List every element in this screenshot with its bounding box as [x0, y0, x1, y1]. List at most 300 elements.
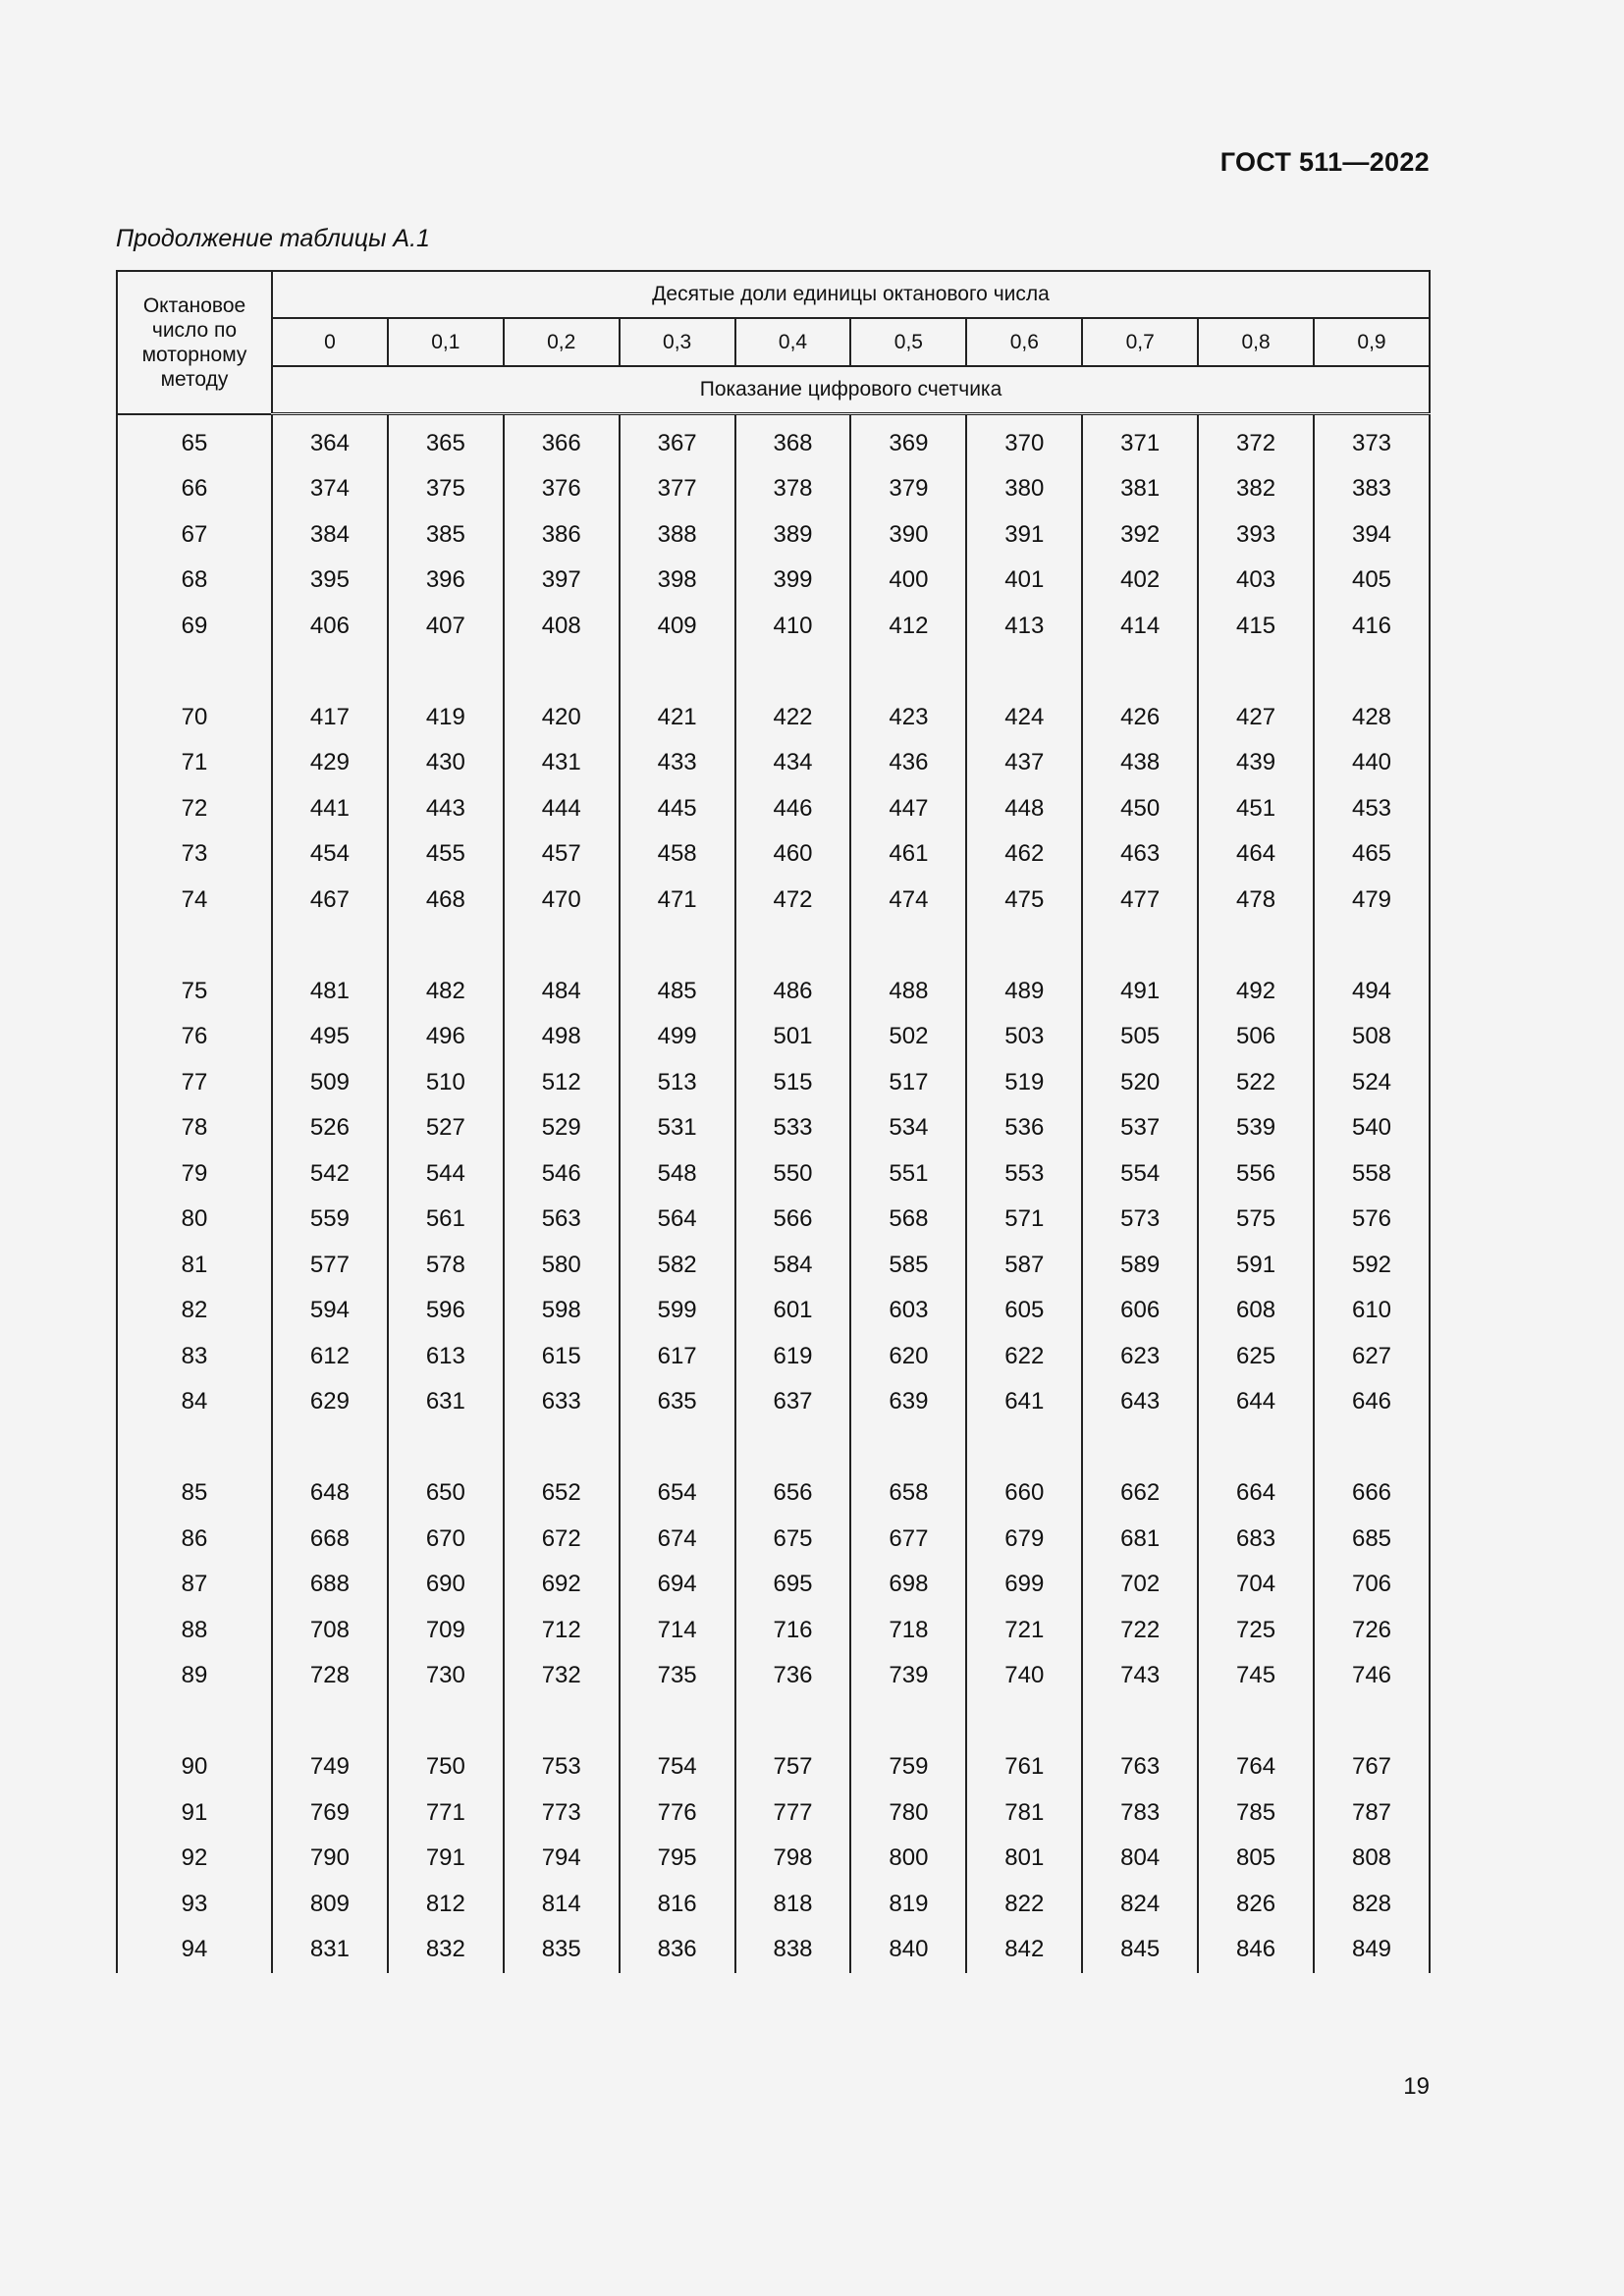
counter-reading-cell: 561: [388, 1197, 504, 1243]
counter-reading-cell: 402: [1082, 558, 1198, 604]
table-row: [117, 1608, 1430, 1654]
counter-reading-cell: 447: [850, 786, 966, 832]
counter-reading-cell: 650: [388, 1470, 504, 1517]
counter-reading-cell: 563: [504, 1197, 620, 1243]
spacer-cell: [966, 923, 1082, 969]
counter-reading-cell: 771: [388, 1790, 504, 1837]
counter-reading-cell: 462: [966, 831, 1082, 878]
counter-reading-cell: 499: [620, 1014, 735, 1060]
counter-reading-cell: 539: [1198, 1105, 1314, 1151]
counter-reading-cell: 370: [966, 414, 1082, 467]
counter-reading-cell: 845: [1082, 1927, 1198, 1973]
octane-number-cell: 94: [117, 1927, 272, 1973]
counter-reading-cell: 610: [1314, 1288, 1430, 1334]
counter-reading-cell: 730: [388, 1653, 504, 1699]
counter-reading-cell: 589: [1082, 1243, 1198, 1289]
counter-reading-cell: 405: [1314, 558, 1430, 604]
counter-reading-cell: 422: [735, 695, 851, 741]
counter-reading-cell: 437: [966, 740, 1082, 786]
counter-reading-cell: 464: [1198, 831, 1314, 878]
table-row: [117, 1744, 1430, 1790]
counter-reading-cell: 578: [388, 1243, 504, 1289]
counter-reading-cell: 674: [620, 1517, 735, 1563]
counter-reading-cell: 826: [1198, 1882, 1314, 1928]
spacer-cell: [735, 1425, 851, 1471]
octane-number-cell: 88: [117, 1608, 272, 1654]
counter-reading-cell: 749: [272, 1744, 388, 1790]
counter-reading-cell: 550: [735, 1151, 851, 1198]
counter-reading-cell: 385: [388, 512, 504, 559]
counter-reading-cell: 491: [1082, 969, 1198, 1015]
group-spacer-row: [117, 923, 1430, 969]
counter-reading-cell: 482: [388, 969, 504, 1015]
counter-reading-cell: 403: [1198, 558, 1314, 604]
counter-reading-cell: 378: [735, 466, 851, 512]
counter-reading-cell: 377: [620, 466, 735, 512]
counter-reading-cell: 728: [272, 1653, 388, 1699]
counter-reading-cell: 835: [504, 1927, 620, 1973]
counter-reading-cell: 740: [966, 1653, 1082, 1699]
counter-reading-cell: 455: [388, 831, 504, 878]
counter-reading-cell: 746: [1314, 1653, 1430, 1699]
counter-reading-cell: 585: [850, 1243, 966, 1289]
counter-reading-cell: 677: [850, 1517, 966, 1563]
counter-reading-cell: 512: [504, 1060, 620, 1106]
counter-reading-cell: 506: [1198, 1014, 1314, 1060]
counter-reading-cell: 767: [1314, 1744, 1430, 1790]
counter-reading-cell: 445: [620, 786, 735, 832]
spacer-cell: [850, 1425, 966, 1471]
counter-reading-cell: 453: [1314, 786, 1430, 832]
table-row: [117, 1014, 1430, 1060]
counter-reading-cell: 509: [272, 1060, 388, 1106]
octane-number-cell: 67: [117, 512, 272, 559]
counter-reading-cell: 654: [620, 1470, 735, 1517]
table-row: [117, 831, 1430, 878]
spacer-cell: [117, 1699, 272, 1745]
counter-reading-cell: 819: [850, 1882, 966, 1928]
spacer-cell: [1082, 649, 1198, 695]
counter-reading-cell: 554: [1082, 1151, 1198, 1198]
counter-reading-cell: 529: [504, 1105, 620, 1151]
tenths-header-cell: 0,2: [504, 318, 620, 366]
counter-reading-cell: 510: [388, 1060, 504, 1106]
octane-number-cell: 75: [117, 969, 272, 1015]
tenths-header-row: [117, 318, 1430, 366]
counter-reading-cell: 503: [966, 1014, 1082, 1060]
counter-reading-cell: 393: [1198, 512, 1314, 559]
octane-number-cell: 90: [117, 1744, 272, 1790]
counter-reading-cell: 488: [850, 969, 966, 1015]
counter-reading-cell: 769: [272, 1790, 388, 1837]
counter-reading-cell: 400: [850, 558, 966, 604]
counter-reading-cell: 575: [1198, 1197, 1314, 1243]
counter-reading-cell: 639: [850, 1379, 966, 1425]
octane-number-cell: 73: [117, 831, 272, 878]
octane-number-cell: 93: [117, 1882, 272, 1928]
spacer-cell: [272, 1425, 388, 1471]
counter-reading-cell: 757: [735, 1744, 851, 1790]
counter-reading-cell: 568: [850, 1197, 966, 1243]
counter-reading-cell: 448: [966, 786, 1082, 832]
counter-reading-cell: 571: [966, 1197, 1082, 1243]
counter-reading-cell: 546: [504, 1151, 620, 1198]
counter-reading-cell: 382: [1198, 466, 1314, 512]
counter-reading-cell: 805: [1198, 1836, 1314, 1882]
spacer-cell: [735, 649, 851, 695]
counter-reading-cell: 787: [1314, 1790, 1430, 1837]
counter-reading-cell: 582: [620, 1243, 735, 1289]
counter-reading-cell: 489: [966, 969, 1082, 1015]
octane-number-cell: 72: [117, 786, 272, 832]
counter-reading-cell: 496: [388, 1014, 504, 1060]
counter-reading-cell: 660: [966, 1470, 1082, 1517]
counter-reading-cell: 601: [735, 1288, 851, 1334]
counter-reading-cell: 457: [504, 831, 620, 878]
counter-reading-cell: 612: [272, 1334, 388, 1380]
counter-reading-cell: 685: [1314, 1517, 1430, 1563]
counter-reading-cell: 502: [850, 1014, 966, 1060]
spacer-cell: [620, 1425, 735, 1471]
counter-reading-cell: 790: [272, 1836, 388, 1882]
counter-reading-cell: 444: [504, 786, 620, 832]
counter-reading-cell: 441: [272, 786, 388, 832]
counter-reading-cell: 596: [388, 1288, 504, 1334]
tenths-header-cell: 0,9: [1314, 318, 1430, 366]
counter-reading-cell: 681: [1082, 1517, 1198, 1563]
spacer-cell: [504, 1425, 620, 1471]
counter-reading-cell: 564: [620, 1197, 735, 1243]
octane-number-cell: 91: [117, 1790, 272, 1837]
group-spacer-row: [117, 1425, 1430, 1471]
counter-reading-cell: 587: [966, 1243, 1082, 1289]
counter-reading-cell: 470: [504, 878, 620, 924]
counter-reading-cell: 522: [1198, 1060, 1314, 1106]
counter-reading-cell: 388: [620, 512, 735, 559]
counter-reading-cell: 592: [1314, 1243, 1430, 1289]
counter-reading-cell: 495: [272, 1014, 388, 1060]
table-row: [117, 1882, 1430, 1928]
counter-reading-cell: 695: [735, 1562, 851, 1608]
counter-reading-cell: 526: [272, 1105, 388, 1151]
counter-reading-cell: 795: [620, 1836, 735, 1882]
spacer-cell: [1314, 649, 1430, 695]
counter-reading-cell: 828: [1314, 1882, 1430, 1928]
spacer-cell: [272, 649, 388, 695]
counter-reading-cell: 389: [735, 512, 851, 559]
counter-reading-cell: 420: [504, 695, 620, 741]
table-row: [117, 466, 1430, 512]
counter-reading-cell: 391: [966, 512, 1082, 559]
counter-reading-cell: 716: [735, 1608, 851, 1654]
counter-reading-cell: 629: [272, 1379, 388, 1425]
counter-reading-cell: 824: [1082, 1882, 1198, 1928]
counter-reading-cell: 375: [388, 466, 504, 512]
counter-reading-cell: 608: [1198, 1288, 1314, 1334]
counter-reading-cell: 467: [272, 878, 388, 924]
counter-reading-cell: 781: [966, 1790, 1082, 1837]
counter-reading-cell: 515: [735, 1060, 851, 1106]
spacer-cell: [272, 1699, 388, 1745]
spacer-cell: [735, 923, 851, 969]
counter-reading-cell: 373: [1314, 414, 1430, 467]
counter-reading-cell: 739: [850, 1653, 966, 1699]
counter-reading-cell: 413: [966, 604, 1082, 650]
spacer-cell: [388, 923, 504, 969]
counter-reading-cell: 430: [388, 740, 504, 786]
counter-reading-cell: 381: [1082, 466, 1198, 512]
octane-number-cell: 80: [117, 1197, 272, 1243]
counter-reading-cell: 688: [272, 1562, 388, 1608]
table-row: [117, 414, 1430, 467]
octane-table: [116, 270, 1431, 1973]
table-row: [117, 512, 1430, 559]
counter-reading-cell: 520: [1082, 1060, 1198, 1106]
counter-reading-cell: 427: [1198, 695, 1314, 741]
counter-reading-cell: 623: [1082, 1334, 1198, 1380]
counter-reading-cell: 446: [735, 786, 851, 832]
tenths-header-cell: 0,7: [1082, 318, 1198, 366]
spacer-cell: [504, 923, 620, 969]
counter-reading-cell: 637: [735, 1379, 851, 1425]
counter-reading-cell: 465: [1314, 831, 1430, 878]
counter-reading-cell: 372: [1198, 414, 1314, 467]
counter-reading-cell: 406: [272, 604, 388, 650]
table-row: [117, 1060, 1430, 1106]
counter-reading-cell: 712: [504, 1608, 620, 1654]
counter-reading-cell: 436: [850, 740, 966, 786]
column-header-tenths: Десятые доли единицы октанового числа: [272, 271, 1430, 318]
counter-reading-cell: 524: [1314, 1060, 1430, 1106]
counter-reading-cell: 428: [1314, 695, 1430, 741]
counter-reading-cell: 415: [1198, 604, 1314, 650]
counter-reading-cell: 485: [620, 969, 735, 1015]
octane-number-cell: 65: [117, 414, 272, 467]
counter-reading-cell: 383: [1314, 466, 1430, 512]
counter-reading-cell: 699: [966, 1562, 1082, 1608]
counter-reading-cell: 675: [735, 1517, 851, 1563]
counter-reading-cell: 474: [850, 878, 966, 924]
table-row: [117, 604, 1430, 650]
counter-reading-cell: 613: [388, 1334, 504, 1380]
counter-reading-cell: 702: [1082, 1562, 1198, 1608]
tenths-header-cell: 0,5: [850, 318, 966, 366]
counter-reading-cell: 551: [850, 1151, 966, 1198]
spacer-cell: [504, 1699, 620, 1745]
counter-reading-cell: 625: [1198, 1334, 1314, 1380]
counter-reading-cell: 472: [735, 878, 851, 924]
counter-reading-cell: 431: [504, 740, 620, 786]
counter-reading-cell: 706: [1314, 1562, 1430, 1608]
octane-number-cell: 83: [117, 1334, 272, 1380]
counter-reading-cell: 708: [272, 1608, 388, 1654]
table-row: [117, 558, 1430, 604]
counter-reading-cell: 846: [1198, 1927, 1314, 1973]
counter-reading-cell: 533: [735, 1105, 851, 1151]
document-code: ГОСТ 511—2022: [1219, 147, 1430, 177]
counter-reading-cell: 750: [388, 1744, 504, 1790]
counter-reading-cell: 603: [850, 1288, 966, 1334]
counter-reading-cell: 605: [966, 1288, 1082, 1334]
counter-reading-cell: 672: [504, 1517, 620, 1563]
octane-number-cell: 76: [117, 1014, 272, 1060]
octane-number-cell: 77: [117, 1060, 272, 1106]
counter-reading-cell: 576: [1314, 1197, 1430, 1243]
counter-reading-cell: 656: [735, 1470, 851, 1517]
counter-reading-cell: 396: [388, 558, 504, 604]
spacer-cell: [1314, 1425, 1430, 1471]
spacer-cell: [850, 923, 966, 969]
counter-reading-cell: 753: [504, 1744, 620, 1790]
table-row: [117, 786, 1430, 832]
spacer-cell: [1082, 923, 1198, 969]
counter-reading-cell: 498: [504, 1014, 620, 1060]
counter-reading-cell: 553: [966, 1151, 1082, 1198]
table-row: [117, 1288, 1430, 1334]
counter-reading-cell: 631: [388, 1379, 504, 1425]
tenths-header-cell: 0: [272, 318, 388, 366]
counter-reading-cell: 783: [1082, 1790, 1198, 1837]
counter-reading-cell: 692: [504, 1562, 620, 1608]
counter-reading-cell: 559: [272, 1197, 388, 1243]
counter-reading-cell: 366: [504, 414, 620, 467]
octane-number-cell: 81: [117, 1243, 272, 1289]
table-row: [117, 1517, 1430, 1563]
table-row: [117, 1653, 1430, 1699]
counter-reading-cell: 369: [850, 414, 966, 467]
group-spacer-row: [117, 649, 1430, 695]
spacer-cell: [850, 1699, 966, 1745]
counter-reading-cell: 709: [388, 1608, 504, 1654]
table-row: [117, 969, 1430, 1015]
group-spacer-row: [117, 1699, 1430, 1745]
counter-reading-cell: 443: [388, 786, 504, 832]
counter-reading-cell: 376: [504, 466, 620, 512]
counter-reading-cell: 840: [850, 1927, 966, 1973]
counter-reading-cell: 577: [272, 1243, 388, 1289]
counter-reading-cell: 683: [1198, 1517, 1314, 1563]
counter-reading-cell: 501: [735, 1014, 851, 1060]
counter-reading-cell: 426: [1082, 695, 1198, 741]
counter-reading-cell: 494: [1314, 969, 1430, 1015]
spacer-cell: [620, 1699, 735, 1745]
counter-reading-cell: 468: [388, 878, 504, 924]
table-row: [117, 1470, 1430, 1517]
counter-reading-cell: 721: [966, 1608, 1082, 1654]
counter-reading-cell: 410: [735, 604, 851, 650]
counter-reading-cell: 450: [1082, 786, 1198, 832]
counter-reading-cell: 380: [966, 466, 1082, 512]
counter-reading-cell: 477: [1082, 878, 1198, 924]
counter-reading-cell: 662: [1082, 1470, 1198, 1517]
counter-reading-cell: 544: [388, 1151, 504, 1198]
spacer-cell: [1198, 1699, 1314, 1745]
counter-reading-cell: 832: [388, 1927, 504, 1973]
counter-reading-cell: 664: [1198, 1470, 1314, 1517]
counter-reading-cell: 652: [504, 1470, 620, 1517]
counter-reading-cell: 745: [1198, 1653, 1314, 1699]
octane-number-cell: 82: [117, 1288, 272, 1334]
counter-reading-cell: 463: [1082, 831, 1198, 878]
octane-number-cell: 70: [117, 695, 272, 741]
counter-reading-cell: 392: [1082, 512, 1198, 559]
counter-reading-cell: 761: [966, 1744, 1082, 1790]
counter-reading-cell: 648: [272, 1470, 388, 1517]
counter-reading-cell: 408: [504, 604, 620, 650]
counter-reading-cell: 548: [620, 1151, 735, 1198]
counter-reading-cell: 394: [1314, 512, 1430, 559]
spacer-cell: [1082, 1699, 1198, 1745]
counter-reading-cell: 764: [1198, 1744, 1314, 1790]
counter-reading-cell: 486: [735, 969, 851, 1015]
counter-reading-cell: 704: [1198, 1562, 1314, 1608]
counter-reading-cell: 421: [620, 695, 735, 741]
counter-reading-cell: 666: [1314, 1470, 1430, 1517]
counter-reading-cell: 816: [620, 1882, 735, 1928]
counter-reading-cell: 836: [620, 1927, 735, 1973]
counter-reading-cell: 481: [272, 969, 388, 1015]
counter-reading-cell: 540: [1314, 1105, 1430, 1151]
counter-reading-cell: 471: [620, 878, 735, 924]
counter-reading-cell: 508: [1314, 1014, 1430, 1060]
spacer-cell: [388, 649, 504, 695]
counter-reading-cell: 694: [620, 1562, 735, 1608]
octane-number-cell: 78: [117, 1105, 272, 1151]
counter-reading-cell: 801: [966, 1836, 1082, 1882]
counter-reading-cell: 798: [735, 1836, 851, 1882]
counter-reading-cell: 439: [1198, 740, 1314, 786]
spacer-cell: [504, 649, 620, 695]
counter-reading-cell: 714: [620, 1608, 735, 1654]
counter-reading-cell: 414: [1082, 604, 1198, 650]
table-row: [117, 1151, 1430, 1198]
counter-reading-cell: 690: [388, 1562, 504, 1608]
counter-reading-cell: 838: [735, 1927, 851, 1973]
octane-number-cell: 69: [117, 604, 272, 650]
counter-reading-cell: 780: [850, 1790, 966, 1837]
octane-number-cell: 79: [117, 1151, 272, 1198]
tenths-header-cell: 0,3: [620, 318, 735, 366]
counter-reading-cell: 399: [735, 558, 851, 604]
counter-reading-cell: 395: [272, 558, 388, 604]
counter-reading-cell: 458: [620, 831, 735, 878]
counter-reading-cell: 537: [1082, 1105, 1198, 1151]
counter-reading-cell: 718: [850, 1608, 966, 1654]
counter-reading-cell: 622: [966, 1334, 1082, 1380]
counter-reading-cell: 743: [1082, 1653, 1198, 1699]
counter-reading-cell: 407: [388, 604, 504, 650]
counter-reading-cell: 374: [272, 466, 388, 512]
counter-reading-cell: 735: [620, 1653, 735, 1699]
counter-reading-cell: 580: [504, 1243, 620, 1289]
table-row: [117, 1379, 1430, 1425]
counter-reading-cell: 725: [1198, 1608, 1314, 1654]
spacer-cell: [620, 649, 735, 695]
spacer-cell: [117, 649, 272, 695]
counter-reading-cell: 367: [620, 414, 735, 467]
counter-reading-cell: 517: [850, 1060, 966, 1106]
counter-reading-cell: 777: [735, 1790, 851, 1837]
counter-reading-cell: 814: [504, 1882, 620, 1928]
counter-reading-cell: 658: [850, 1470, 966, 1517]
counter-reading-cell: 401: [966, 558, 1082, 604]
spacer-cell: [117, 923, 272, 969]
spacer-cell: [1198, 923, 1314, 969]
counter-reading-cell: 644: [1198, 1379, 1314, 1425]
counter-reading-cell: 371: [1082, 414, 1198, 467]
counter-reading-cell: 429: [272, 740, 388, 786]
counter-reading-cell: 842: [966, 1927, 1082, 1973]
